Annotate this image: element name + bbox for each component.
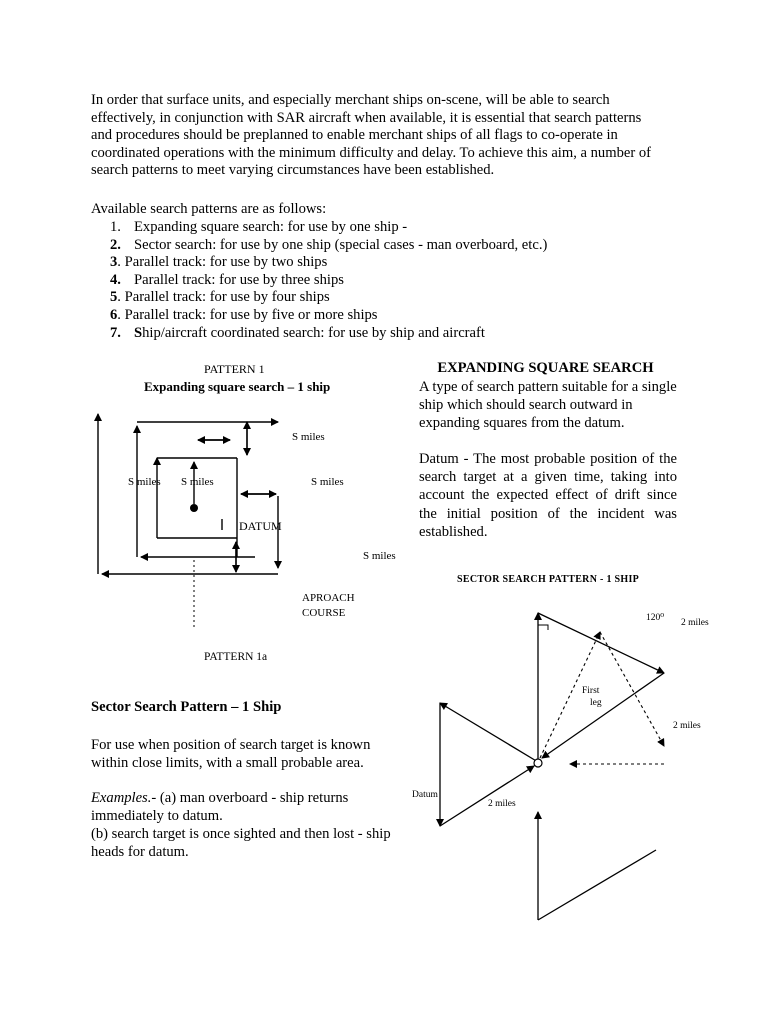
track-line: [538, 850, 656, 920]
approach-label: COURSE: [302, 607, 346, 619]
list-bold: .: [117, 289, 121, 306]
example-a: (a) man overboard - ship returns immediately to datum.: [91, 790, 349, 824]
angle-marker: [538, 625, 548, 630]
example-b: (b) search target is once sighted and then lost - ship heads for datum.: [91, 826, 391, 860]
distance-label: 2 miles: [673, 721, 701, 731]
list-number: 5: [110, 289, 118, 306]
s-miles-label: S miles: [128, 476, 161, 488]
list-text: Parallel track: for use by three ships: [134, 271, 344, 288]
s-miles-label: S miles: [292, 431, 325, 443]
track-line: [542, 673, 664, 758]
first-leg-label: First: [582, 686, 600, 696]
s-miles-label: S miles: [181, 476, 214, 488]
intro-line: search patterns to meet varying circumstances have been established.: [91, 162, 495, 179]
list-text: Sector search: for use by one ship (special cases - man overboard, etc.): [134, 236, 548, 253]
list-text: Parallel track: for use by four ships: [120, 289, 330, 306]
dashed-track: [600, 632, 664, 746]
track-line: [440, 766, 534, 826]
s-miles-label: S miles: [311, 476, 344, 488]
list-text: Parallel track: for use by five or more ships: [120, 306, 378, 323]
sector-heading: Sector Search Pattern – 1 Ship: [91, 699, 282, 715]
intro-line: In order that surface units, and especially merchant ships on-scene, will be able to search: [91, 92, 610, 108]
approach-label: APROACH: [302, 592, 355, 604]
datum-label: Datum: [412, 790, 438, 800]
list-text: hip/aircraft coordinated search: for use by ship and aircraft: [142, 324, 485, 341]
list-number: 4.: [110, 271, 121, 288]
distance-label: 2 miles: [488, 799, 516, 809]
sector-title: SECTOR SEARCH PATTERN - 1 SHIP: [457, 574, 640, 585]
list-text: Expanding square search: for use by one ship -: [134, 219, 408, 235]
expanding-heading: EXPANDING SQUARE SEARCH: [437, 360, 654, 376]
list-number: 3: [110, 254, 118, 271]
pattern-footer: PATTERN 1a: [204, 651, 268, 663]
first-leg-label: leg: [590, 698, 602, 708]
intro-line: effectively, in conjunction with SAR aircraft when available, it is essential that search patterns: [91, 109, 642, 126]
list-number: 6: [110, 306, 118, 323]
list-bold: .: [117, 254, 121, 271]
list-text: Parallel track: for use by two ships: [120, 254, 328, 271]
list-number: 2.: [110, 236, 121, 253]
intro-line: coordinated operations with the minimum difficulty and delay. To achieve this aim, a number of: [91, 144, 652, 161]
sector-examples: [91, 789, 391, 861]
intro-line: and procedures should be preplanned to enable merchant ships of all flags to co-operate in: [91, 127, 618, 144]
list-number: 1.: [110, 219, 121, 235]
expanding-description: A type of search pattern suitable for a single ship which should search outward in expanding squares from the datum.: [419, 379, 677, 431]
track-line: [440, 703, 538, 762]
list-number: 7.: [110, 324, 121, 341]
s-miles-label: S miles: [363, 550, 396, 562]
distance-label: 2 miles: [681, 618, 709, 628]
list-bold: S: [134, 324, 143, 341]
pattern-subtitle: Expanding square search – 1 ship: [144, 379, 331, 394]
datum-label: DATUM: [239, 519, 282, 533]
sector-description: For use when position of search target is known within close limits, with a small probable area.: [91, 737, 371, 771]
available-heading: Available search patterns are as follows:: [91, 201, 327, 217]
examples-label: Examples.-: [91, 790, 157, 806]
datum-definition: Datum - The most probable position of the search target at a given time, taking into account the expected effect of drift since the initial position of the incident was established.: [419, 451, 677, 540]
pattern-title: PATTERN 1: [204, 362, 265, 376]
list-bold: .: [117, 306, 121, 323]
angle-label: 120⁰: [646, 613, 665, 623]
datum-circle: [534, 759, 542, 767]
